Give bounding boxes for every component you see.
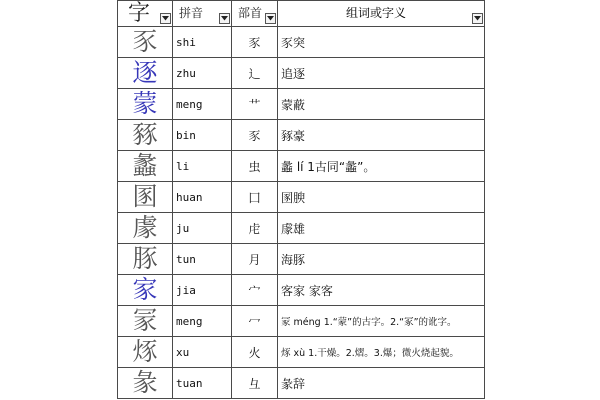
filter-char-button[interactable] bbox=[160, 13, 171, 24]
char-cell[interactable]: 冡 bbox=[118, 306, 173, 337]
radical-cell[interactable]: 月 bbox=[232, 244, 278, 275]
radical-cell[interactable]: 艹 bbox=[232, 89, 278, 120]
radical-cell[interactable]: 彑 bbox=[232, 368, 278, 399]
definition-cell[interactable]: 豦雄 bbox=[278, 213, 485, 244]
char-cell[interactable]: 豩 bbox=[118, 120, 173, 151]
table-row bbox=[118, 244, 485, 275]
pinyin-cell[interactable]: zhu bbox=[173, 58, 232, 89]
header-radical bbox=[232, 1, 278, 27]
char-cell[interactable]: 豕 bbox=[118, 27, 173, 58]
char-cell[interactable]: 蠡 bbox=[118, 151, 173, 182]
radical-cell[interactable]: 虫 bbox=[232, 151, 278, 182]
pinyin-cell[interactable]: xu bbox=[173, 337, 232, 368]
table-row bbox=[118, 27, 485, 58]
filter-definition-button[interactable] bbox=[472, 13, 483, 24]
table-row bbox=[118, 337, 485, 368]
radical-cell[interactable]: 豕 bbox=[232, 120, 278, 151]
char-cell[interactable]: 家 bbox=[118, 275, 173, 306]
definition-cell[interactable]: 追逐 bbox=[278, 58, 485, 89]
dropdown-arrow-icon bbox=[474, 16, 481, 21]
table-row bbox=[118, 213, 485, 244]
spreadsheet-table-region bbox=[117, 0, 484, 400]
filter-radical-button[interactable] bbox=[265, 13, 276, 24]
definition-cell[interactable]: 圂腴 bbox=[278, 182, 485, 213]
char-cell[interactable]: 烼 bbox=[118, 337, 173, 368]
pinyin-cell[interactable]: tun bbox=[173, 244, 232, 275]
char-cell[interactable]: 豚 bbox=[118, 244, 173, 275]
header-radical-label: 部首 bbox=[238, 6, 263, 20]
table-row bbox=[118, 306, 485, 337]
table-row bbox=[118, 89, 485, 120]
definition-cell[interactable]: 蒙蔽 bbox=[278, 89, 485, 120]
dropdown-arrow-icon bbox=[267, 16, 274, 21]
definition-cell[interactable]: 海豚 bbox=[278, 244, 485, 275]
radical-cell[interactable]: 冖 bbox=[232, 306, 278, 337]
header-char-label: 字 bbox=[128, 1, 151, 26]
table-row bbox=[118, 58, 485, 89]
header-definition-label: 组词或字义 bbox=[345, 6, 406, 20]
pinyin-cell[interactable]: bin bbox=[173, 120, 232, 151]
pinyin-cell[interactable]: shi bbox=[173, 27, 232, 58]
header-row bbox=[118, 1, 485, 27]
radical-cell[interactable]: 虍 bbox=[232, 213, 278, 244]
definition-cell[interactable]: 冡 méng 1.“蒙”的古字。2.“冢”的讹字。 bbox=[278, 306, 485, 337]
pinyin-cell[interactable]: li bbox=[173, 151, 232, 182]
char-cell[interactable]: 蒙 bbox=[118, 89, 173, 120]
definition-cell[interactable]: 客家 家客 bbox=[278, 275, 485, 306]
definition-cell[interactable]: 蠡 lí 1古同“蠡”。 bbox=[278, 151, 485, 182]
table-row bbox=[118, 182, 485, 213]
header-definition bbox=[278, 1, 485, 27]
header-char bbox=[118, 1, 173, 27]
pinyin-cell[interactable]: meng bbox=[173, 89, 232, 120]
definition-cell[interactable]: 烼 xù 1.干燥。2.熠。3.爆；微火烧起貌。 bbox=[278, 337, 485, 368]
dropdown-arrow-icon bbox=[221, 16, 228, 21]
dropdown-arrow-icon bbox=[162, 16, 169, 21]
table-row bbox=[118, 368, 485, 399]
radical-cell[interactable]: 辶 bbox=[232, 58, 278, 89]
radical-cell[interactable]: 宀 bbox=[232, 275, 278, 306]
header-pinyin-label: 拼音 bbox=[179, 6, 204, 20]
pinyin-cell[interactable]: tuan bbox=[173, 368, 232, 399]
pinyin-cell[interactable]: jia bbox=[173, 275, 232, 306]
definition-cell[interactable]: 豩豪 bbox=[278, 120, 485, 151]
definition-cell[interactable]: 豕突 bbox=[278, 27, 485, 58]
filter-pinyin-button[interactable] bbox=[219, 13, 230, 24]
radical-cell[interactable]: 火 bbox=[232, 337, 278, 368]
table-row bbox=[118, 275, 485, 306]
character-table bbox=[117, 0, 485, 399]
header-pinyin bbox=[173, 1, 232, 27]
char-cell[interactable]: 彖 bbox=[118, 368, 173, 399]
radical-cell[interactable]: 豕 bbox=[232, 27, 278, 58]
table-row bbox=[118, 151, 485, 182]
pinyin-cell[interactable]: ju bbox=[173, 213, 232, 244]
char-cell[interactable]: 逐 bbox=[118, 58, 173, 89]
char-cell[interactable]: 圂 bbox=[118, 182, 173, 213]
radical-cell[interactable]: 囗 bbox=[232, 182, 278, 213]
char-cell[interactable]: 豦 bbox=[118, 213, 173, 244]
table-row bbox=[118, 120, 485, 151]
pinyin-cell[interactable]: huan bbox=[173, 182, 232, 213]
pinyin-cell[interactable]: meng bbox=[173, 306, 232, 337]
definition-cell[interactable]: 彖辞 bbox=[278, 368, 485, 399]
